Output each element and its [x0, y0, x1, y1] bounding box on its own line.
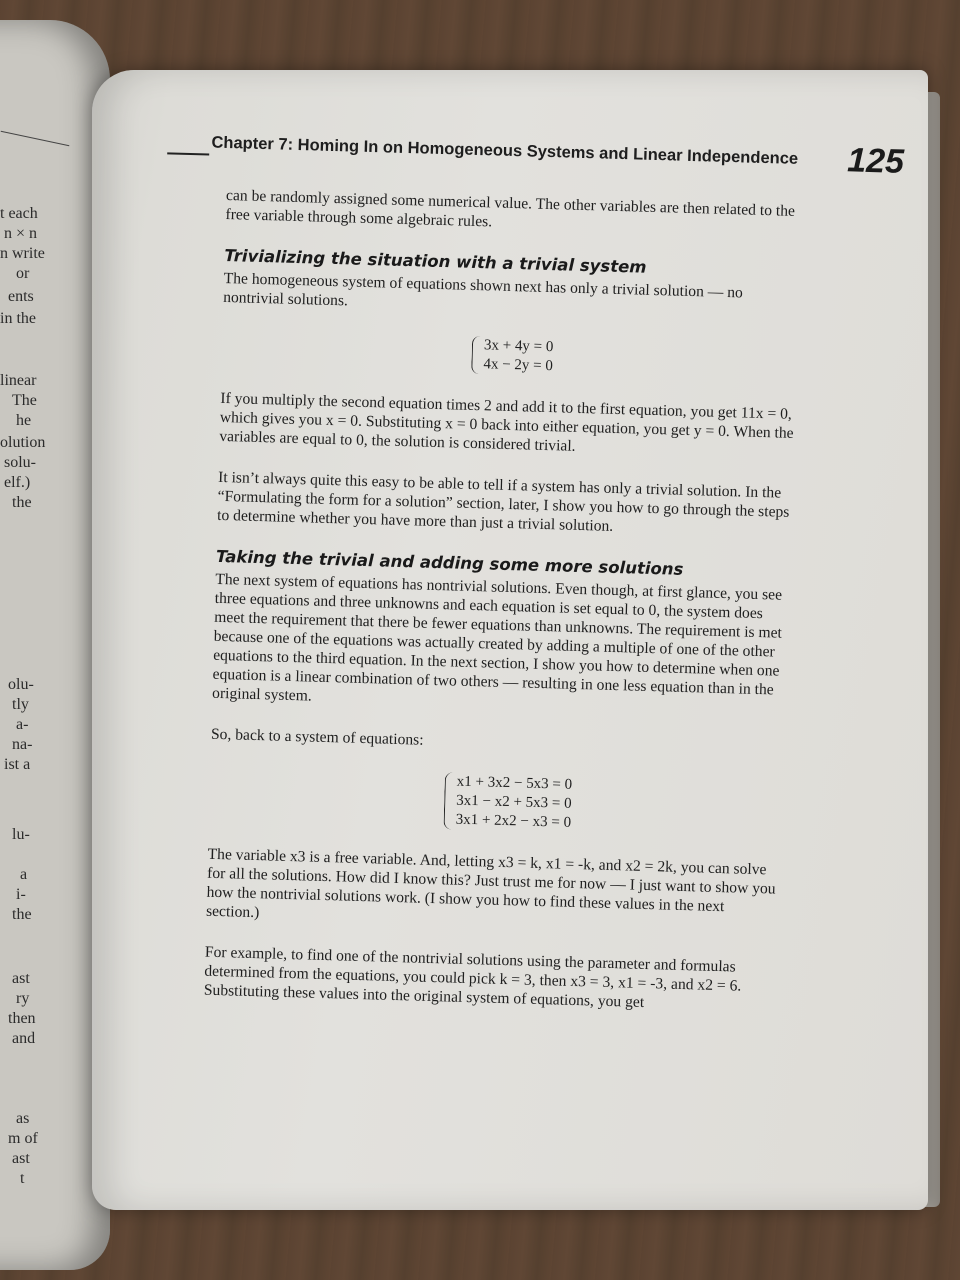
left-page-fragment: as [16, 1110, 30, 1127]
equation: x1 + 3x2 − 5x3 = 0 [456, 773, 573, 793]
section-heading-trivial: Trivializing the situation with a trivial system [224, 245, 647, 277]
left-page-fragment: ents [8, 288, 34, 305]
left-page-fragment: olu- [8, 676, 34, 693]
left-page-fragment: he [16, 412, 32, 429]
left-brace [443, 772, 454, 829]
left-page-fragment: solu- [4, 454, 36, 471]
left-page-fragment: n write [0, 245, 45, 262]
paragraph-trivial-intro: The homogeneous system of equations shown next has only a trivial solution — no nontrivial solutions. [222, 269, 744, 310]
left-page-fragment: The [12, 392, 37, 409]
page-body [203, 186, 800, 1038]
left-page-fragment: elf.) [4, 474, 31, 491]
left-page-fragment: the [12, 494, 32, 511]
left-page-fragment: na- [12, 736, 33, 753]
paragraph-example: For example, to find one of the nontrivial solutions using the parameter and formulas determined from the equations, you could pick k = 3, then x3 = 3, x1 = -3, and x2 = 6. Substituting these values into the original system of equations, you get [203, 943, 742, 1011]
equation: 4x − 2y = 0 [483, 356, 554, 375]
paragraph-trivial-note: It isn’t always quite this easy to be able to tell if a system has only a trivial solution. In the “Formulating the form for a solution” section, later, I show you how to go through the steps to determine whether you have more than just a trivial solution. [216, 468, 790, 535]
page-content [203, 126, 905, 1011]
left-page-fragment: then [8, 1010, 36, 1027]
left-page-rule [1, 131, 70, 147]
left-page-fragment: linear [0, 372, 37, 389]
left-page-fragment: lu- [12, 826, 30, 843]
left-page-fragment: in the [0, 310, 36, 327]
section-heading-nontrivial: Taking the trivial and adding some more solutions [215, 546, 684, 579]
paragraph-nontrivial-intro: The next system of equations has nontrivial solutions. Even though, at first glance, you see three equations and three unknowns and each equation is set equal to 0, the system does meet the requirement that there be fewer equations than unknowns. The requirement is met because one of the equations was actually created by adding a multiple of one of the other equations to the third equation. In the next section, I show you how to determine when one equation is a linear combination of two others — resulting in one less equation than in the original system. [211, 570, 783, 705]
equation: 3x1 − x2 + 5x3 = 0 [456, 792, 572, 812]
page-number: 125 [846, 141, 905, 181]
header-rule [167, 152, 209, 155]
left-page-fragment: ast [12, 970, 30, 987]
paragraph-free-variable: The variable x3 is a free variable. And, letting x3 = k, x1 = -k, and x2 = 2k, you can solve for all the solutions. How did I know this? Just trust me for now — I just want to show you how the nontrivial solutions work. (I show you how to find these values in the next section.) [205, 845, 776, 922]
equation-system-1 [471, 336, 796, 383]
left-page-fragment: ast [12, 1150, 30, 1167]
left-page-fragment: or [16, 265, 30, 282]
left-page-fragment: a [20, 866, 28, 883]
equation-system-2 [443, 772, 783, 838]
paragraph-back-to-system: So, back to a system of equations: [210, 725, 424, 749]
left-page-fragment: a- [16, 716, 29, 733]
paragraph-trivial-explanation: If you multiply the second equation times 2 and add it to the first equation, you get 11x = 0, which gives you x = 0. Substituting x = 0 back into either equation, you get y = 0. When the variables are equal to 0, the solution is considered trivial. [219, 389, 794, 455]
equation: 3x + 4y = 0 [483, 337, 554, 356]
left-brace [471, 336, 481, 374]
right-page [92, 70, 928, 1210]
left-page-fragment: olution [0, 434, 46, 451]
left-page-fragment: n × n [4, 225, 38, 242]
left-page-fragment: and [12, 1030, 36, 1047]
left-page-fragment: t [20, 1170, 25, 1187]
left-page-fragment: the [12, 906, 32, 923]
left-page-fragment: ry [16, 990, 30, 1007]
chapter-title: Chapter 7: Homing In on Homogeneous Systems and Linear Independence [211, 133, 799, 168]
left-page-fragment: t each [0, 205, 38, 222]
left-page-fragment: m of [8, 1130, 38, 1147]
equation: 3x1 + 2x2 − x3 = 0 [455, 811, 572, 831]
left-page-fragment: i- [16, 886, 26, 903]
left-page-fragment: tly [12, 696, 29, 713]
paragraph-intro: can be randomly assigned some numerical value. The other variables are then related to the free variable through some algebraic rules. [225, 186, 796, 231]
left-page-fragment: ist a [4, 756, 31, 773]
